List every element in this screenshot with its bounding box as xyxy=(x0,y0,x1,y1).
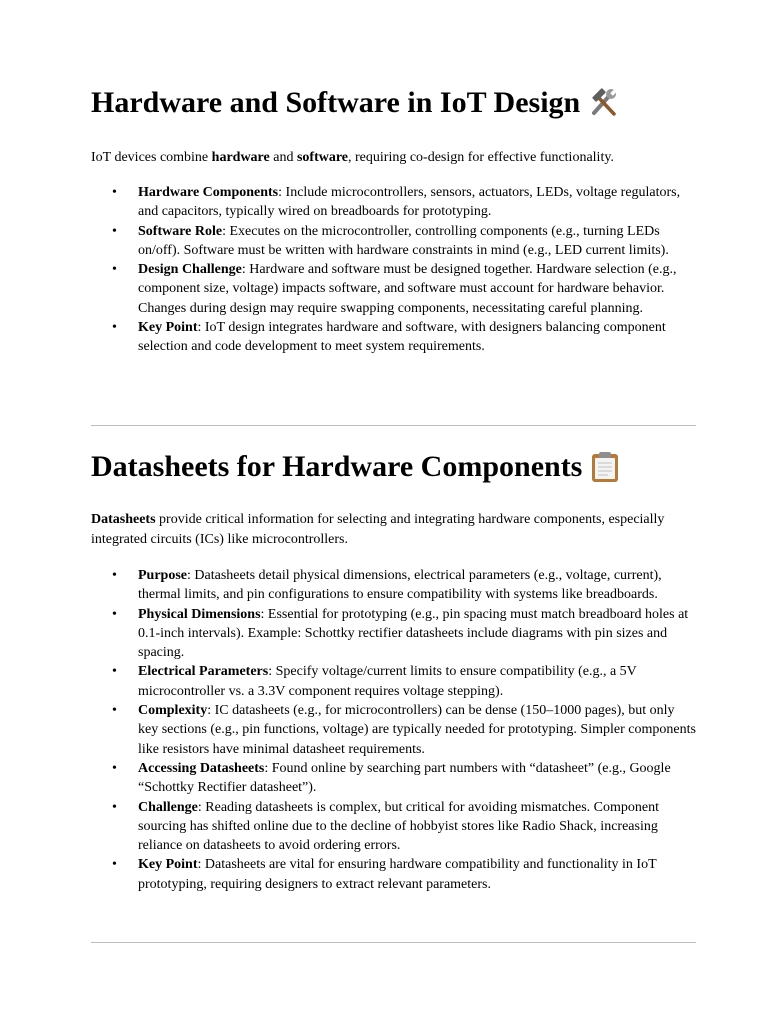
section-hardware-software xyxy=(91,86,696,120)
section-title-text: Datasheets for Hardware Components xyxy=(91,450,583,483)
bullet-term: Accessing Datasheets xyxy=(138,760,265,776)
bullet-text: : Hardware and software must be designed together. Hardware selection (e.g., component size, voltage) impacts software, and software must account for hardware behavior. Changes during design may require swapping components, necessitating careful planning. xyxy=(138,262,677,316)
bullet-term: Complexity xyxy=(138,703,208,719)
list-item xyxy=(91,798,696,856)
bullet-term: Design Challenge xyxy=(138,262,242,278)
list-item xyxy=(91,318,696,357)
list-item xyxy=(91,222,696,261)
intro-bold-datasheets: Datasheets xyxy=(91,512,156,527)
section-divider xyxy=(91,425,696,426)
bullet-term: Software Role xyxy=(138,223,223,239)
bullet-text: : Specify voltage/current limits to ensure compatibility (e.g., a 5V microcontroller vs. a 3.3V component requires voltage stepping). xyxy=(138,664,637,699)
list-item xyxy=(91,662,696,701)
intro-text: provide critical information for selecting and integrating hardware components, especially integrated circuits (ICs) like microcontrollers. xyxy=(91,512,665,547)
bullet-term: Purpose xyxy=(138,568,187,583)
bullet-term: Electrical Parameters xyxy=(138,664,269,680)
list-item xyxy=(91,701,696,759)
list-item xyxy=(91,183,696,222)
section1-body xyxy=(91,148,696,168)
intro-text: IoT devices combine xyxy=(91,150,212,165)
bullet-term: Physical Dimensions xyxy=(138,606,261,622)
intro-text: and xyxy=(269,150,297,165)
bullet-text: : IC datasheets (e.g., for microcontrollers) can be dense (150–1000 pages), but only key sections (e.g., pin functions, voltage) are typically needed for prototyping. Simpler components like resistors have minimal datasheet requirements. xyxy=(138,703,696,757)
intro-bold-hardware: hardware xyxy=(211,150,270,165)
bullet-text: : Include microcontrollers, sensors, actuators, LEDs, voltage regulators, and capacitors, typically wired on breadboards for prototyping. xyxy=(138,185,681,220)
bullet-term: Hardware Components xyxy=(138,185,279,200)
intro-text: , requiring co-design for effective functionality. xyxy=(348,150,614,165)
list-item xyxy=(91,260,696,318)
bullet-text: : Essential for prototyping (e.g., pin spacing must match breadboard holes at 0.1-inch intervals). Example: Schottky rectifier datasheets include diagrams with pin sizes and spacing. xyxy=(138,606,689,661)
clipboard-icon xyxy=(590,451,620,483)
bullet-text: : Datasheets detail physical dimensions, electrical parameters (e.g., voltage, current), thermal limits, and pin configurations to ensure compatibility with systems like breadboards. xyxy=(138,568,662,603)
bullet-text: : IoT design integrates hardware and software, with designers balancing component selection and code development to meet system requirements. xyxy=(138,320,666,355)
section2-body xyxy=(91,510,696,549)
bullet-text: : Executes on the microcontroller, controlling components (e.g., turning LEDs on/off). Software must be written with hardware constraints in mind (e.g., LED current limits). xyxy=(138,223,669,258)
section-title-text: Hardware and Software in IoT Design xyxy=(91,86,581,119)
section-title xyxy=(91,86,696,120)
section-title xyxy=(91,450,696,484)
list-item xyxy=(91,605,696,663)
list-item xyxy=(91,566,696,605)
bullet-text: : Reading datasheets is complex, but critical for avoiding mismatches. Component sourcing has shifted online due to the decline of hobbyist stores like Radio Shack, increasing reliance on datasheets to avoid ordering errors. xyxy=(138,799,660,854)
intro-paragraph xyxy=(91,510,696,549)
intro-paragraph xyxy=(91,148,696,168)
section1-bullet-list xyxy=(91,183,696,357)
intro-bold-software: software xyxy=(296,150,349,165)
section-datasheets xyxy=(91,450,696,484)
bullet-term: Challenge xyxy=(138,799,198,815)
list-item xyxy=(91,855,696,894)
bullet-term: Key Point xyxy=(138,857,198,873)
section-divider xyxy=(91,942,696,943)
section2-bullet-list xyxy=(91,566,696,894)
hammer-and-wrench-icon xyxy=(588,87,620,119)
bullet-text: : Datasheets are vital for ensuring hardware compatibility and functionality in IoT prototyping, requiring designers to extract relevant parameters. xyxy=(138,857,657,892)
bullet-term: Key Point xyxy=(138,320,198,336)
list-item xyxy=(91,759,696,798)
bullet-text: : Found online by searching part numbers with “datasheet” (e.g., Google “Schottky Rectifier datasheet”). xyxy=(138,760,671,796)
